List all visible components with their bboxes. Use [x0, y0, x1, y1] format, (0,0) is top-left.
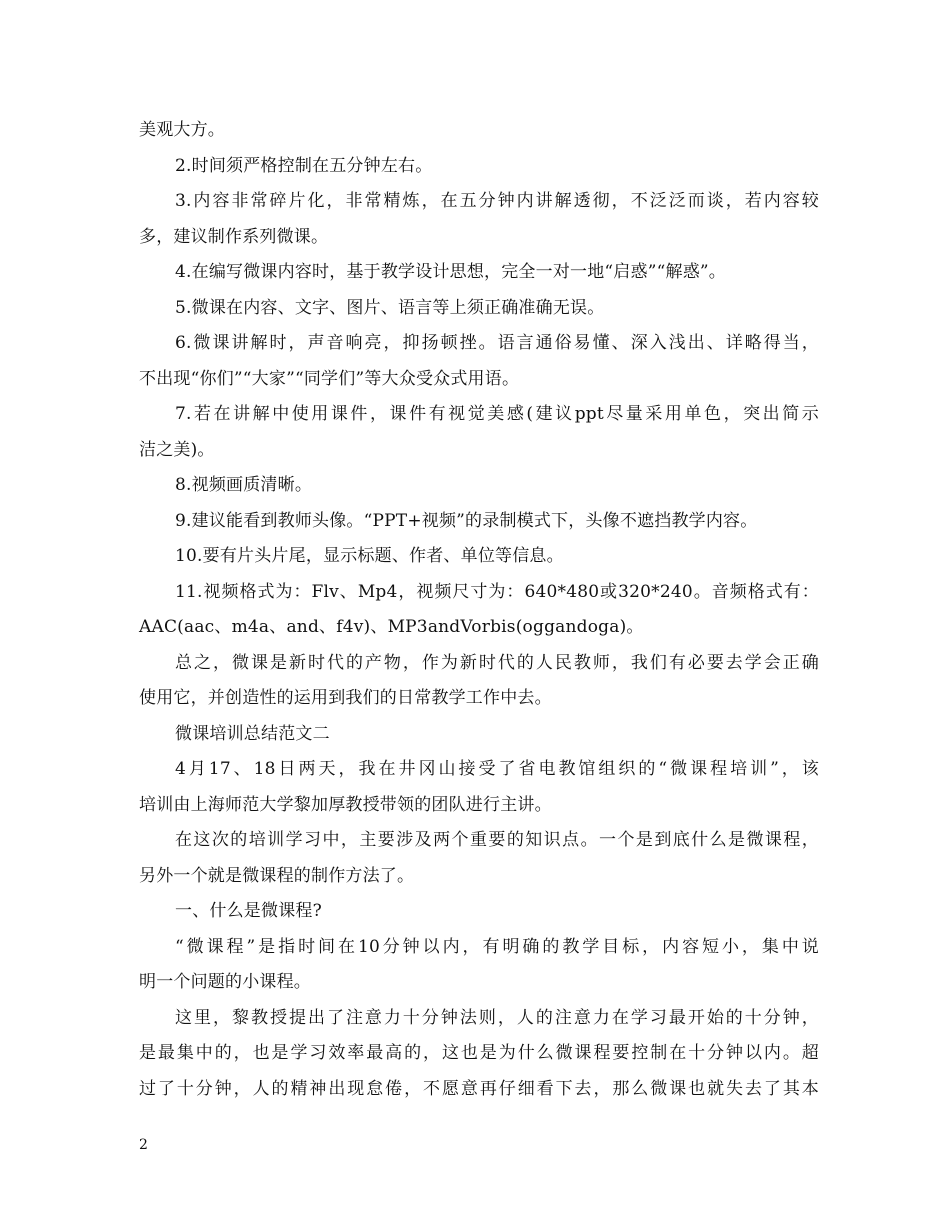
text-line: 3.内容非常碎片化，非常精炼，在五分钟内讲解透彻，不泛泛而谈，若内容较 [175, 191, 819, 211]
text-line: AAC(aac、m4a、and、f4v)、MP3andVorbis(oggandoga)。 [139, 617, 644, 637]
text-line: 过了十分钟，人的精神出现怠倦，不愿意再仔细看下去，那么微课也就失去了其本 [139, 1078, 819, 1099]
text-line: 8.视频画质清晰。 [175, 475, 313, 495]
text-line: 7.若在讲解中使用课件，课件有视觉美感(建议ppt尽量采用单色，突出简示 [175, 404, 819, 424]
text-line: 2.时间须严格控制在五分钟左右。 [175, 155, 433, 176]
document-body [139, 113, 819, 1107]
text-line: 6.微课讲解时，声音响亮，抑扬顿挫。语言通俗易懂、深入浅出、详略得当， [175, 333, 819, 353]
text-line: 培训由上海师范大学黎加厚教授带领的团队进行主讲。 [139, 794, 552, 815]
text-line: 美观大方。 [139, 120, 225, 140]
text-line: 洁之美)。 [139, 439, 215, 460]
text-line: 11.视频格式为：Flv、Mp4，视频尺寸为：640*480或320*240。音频格式有： [175, 581, 819, 602]
text-line: 是最集中的，也是学习效率最高的，这也是为什么微课程要控制在十分钟以内。超 [139, 1043, 819, 1063]
text-line: 不出现“你们”“大家”“同学们”等大众受众式用语。 [139, 368, 520, 389]
text-line: 总之，微课是新时代的产物，作为新时代的人民教师，我们有必要去学会正确 [175, 652, 819, 673]
text-line: 9.建议能看到教师头像。“PPT+视频”的录制模式下，头像不遮挡教学内容。 [175, 510, 758, 531]
text-line: 4.在编写微课内容时，基于教学设计思想，完全一对一地“启惑”“解惑”。 [175, 262, 726, 282]
text-line: 另外一个就是微课程的制作方法了。 [139, 865, 415, 886]
section-heading: 微课培训总结范文二 [175, 723, 330, 744]
text-line: 在这次的培训学习中，主要涉及两个重要的知识点。一个是到底什么是微课程， [175, 830, 819, 850]
text-line: 4月17、18日两天，我在井冈山接受了省电教馆组织的“微课程培训”，该 [175, 759, 819, 779]
text-line: 5.微课在内容、文字、图片、语言等上须正确准确无误。 [175, 297, 605, 318]
subsection-heading: 一、什么是微课程? [175, 901, 322, 921]
text-line: 10.要有片头片尾，显示标题、作者、单位等信息。 [175, 546, 564, 566]
text-line: 使用它，并创造性的运用到我们的日常教学工作中去。 [139, 688, 552, 708]
text-line: 这里，黎教授提出了注意力十分钟法则，人的注意力在学习最开始的十分钟， [175, 1007, 819, 1028]
text-line: “微课程”是指时间在10分钟以内，有明确的教学目标，内容短小，集中说 [175, 936, 819, 957]
text-line: 明一个问题的小课程。 [139, 972, 311, 992]
page-number: 2 [139, 1137, 148, 1153]
text-line: 多，建议制作系列微课。 [139, 226, 329, 247]
